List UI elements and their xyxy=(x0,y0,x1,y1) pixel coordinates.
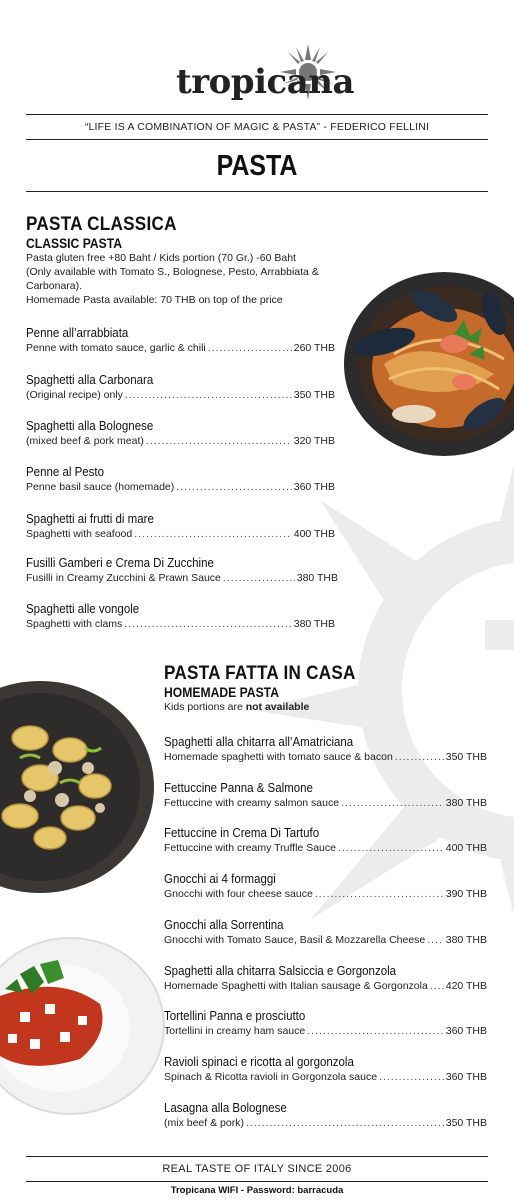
item-name: Spaghetti alla Carbonara xyxy=(26,373,154,387)
item-price: 360 THB xyxy=(293,481,335,493)
dot-leader xyxy=(395,751,444,763)
item-description: Spaghetti with clams xyxy=(26,618,123,630)
dot-leader xyxy=(315,888,444,900)
item-description: (mixed beef & pork meat) xyxy=(26,435,144,447)
item-description: Homemade spaghetti with tomato sauce & bacon xyxy=(164,751,393,763)
item-name: Fusilli Gamberi e Crema Di Zucchine xyxy=(26,556,214,570)
menu-item xyxy=(164,964,487,992)
item-name: Ravioli spinaci e ricotta al gorgonzola xyxy=(164,1055,354,1069)
dot-leader xyxy=(427,934,443,946)
item-price: 350 THB xyxy=(293,389,335,401)
dot-leader xyxy=(146,435,292,447)
dot-leader xyxy=(338,842,444,854)
divider xyxy=(26,114,488,115)
page-title: PASTA xyxy=(216,150,298,182)
item-price: 350 THB xyxy=(445,1117,487,1129)
section-note: (Only available with Tomato S., Bolognese, Pesto, Arrabbiata & xyxy=(26,266,319,278)
section-title: PASTA CLASSICA xyxy=(26,214,177,235)
divider xyxy=(26,1156,488,1157)
section-pasta-fatta-in-casa xyxy=(164,663,377,714)
section-note xyxy=(164,700,377,714)
item-price: 380 THB xyxy=(296,572,338,584)
item-name: Spaghetti alla Bolognese xyxy=(26,419,154,433)
item-description: Penne with tomato sauce, garlic & chili xyxy=(26,342,206,354)
item-price: 380 THB xyxy=(293,618,335,630)
menu-item xyxy=(26,465,335,493)
menu-item xyxy=(26,326,335,354)
item-price: 350 THB xyxy=(445,751,487,763)
item-name: Tortellini Panna e prosciutto xyxy=(164,1009,306,1023)
brand-logo xyxy=(176,44,354,106)
item-description: Spinach & Ricotta ravioli in Gorgonzola sauce xyxy=(164,1071,378,1083)
dot-leader xyxy=(307,1025,444,1037)
item-description: Penne basil sauce (homemade) xyxy=(26,481,175,493)
dot-leader xyxy=(341,797,444,809)
dot-leader xyxy=(124,618,291,630)
section-note: Homemade Pasta available: 70 THB on top of the price xyxy=(26,294,283,306)
item-description: (Original recipe) only xyxy=(26,389,123,401)
dot-leader xyxy=(223,572,295,584)
menu-item xyxy=(164,1009,487,1037)
menu-item xyxy=(26,556,338,584)
item-description: Homemade Spaghetti with Italian sausage & Gorgonzola xyxy=(164,980,428,992)
item-name: Gnocchi alla Sorrentina xyxy=(164,918,284,932)
item-description: Fettuccine with creamy Truffle Sauce xyxy=(164,842,336,854)
section-note: Pasta gluten free +80 Baht / Kids portion (70 Gr.) -60 Baht xyxy=(26,252,296,264)
footer-tagline: REAL TASTE OF ITALY SINCE 2006 xyxy=(162,1163,352,1175)
section-subtitle: HOMEMADE PASTA xyxy=(164,685,279,700)
item-description: Gnocchi with Tomato Sauce, Basil & Mozzarella Cheese xyxy=(164,934,426,946)
item-description: Tortellini in creamy ham sauce xyxy=(164,1025,306,1037)
divider xyxy=(26,191,488,192)
menu-item xyxy=(26,512,335,540)
gnocchi-sorrentina-image xyxy=(0,934,166,1116)
item-name: Gnocchi ai 4 formaggi xyxy=(164,872,276,886)
section-pasta-classica xyxy=(26,214,319,307)
divider xyxy=(26,139,488,140)
dot-leader xyxy=(176,481,291,493)
item-price: 420 THB xyxy=(445,980,487,992)
item-name: Spaghetti ai frutti di mare xyxy=(26,512,154,526)
item-description: Spaghetti with seafood xyxy=(26,528,133,540)
brand-name: tropicana xyxy=(176,62,354,102)
menu-item xyxy=(164,872,487,900)
menu-item xyxy=(164,781,487,809)
item-name: Penne al Pesto xyxy=(26,465,105,479)
item-price: 400 THB xyxy=(293,528,335,540)
item-price: 360 THB xyxy=(445,1071,487,1083)
menu-item xyxy=(26,419,335,447)
note-text: Kids portions are xyxy=(164,701,246,713)
item-description: (mix beef & pork) xyxy=(164,1117,244,1129)
item-description: Fusilli in Creamy Zucchini & Prawn Sauce xyxy=(26,572,221,584)
item-price: 360 THB xyxy=(445,1025,487,1037)
dot-leader xyxy=(208,342,292,354)
menu-item xyxy=(26,373,335,401)
item-name: Penne all’arrabbiata xyxy=(26,326,129,340)
wifi-info: Tropicana WIFI - Password: barracuda xyxy=(170,1185,344,1196)
dot-leader xyxy=(125,389,292,401)
menu-item xyxy=(164,826,487,854)
item-description: Gnocchi with four cheese sauce xyxy=(164,888,313,900)
note-emphasis: not available xyxy=(245,701,310,713)
item-price: 380 THB xyxy=(445,797,487,809)
seafood-pasta-image xyxy=(344,264,514,468)
item-price: 390 THB xyxy=(445,888,487,900)
dot-leader xyxy=(379,1071,444,1083)
menu-item xyxy=(26,602,335,630)
dot-leader xyxy=(246,1117,444,1129)
section-title: PASTA FATTA IN CASA xyxy=(164,663,356,684)
item-name: Spaghetti alla chitarra all’Amatriciana xyxy=(164,735,354,749)
quote: “LIFE IS A COMBINATION OF MAGIC & PASTA” - FEDERICO FELLINI xyxy=(84,121,430,133)
tortellini-image xyxy=(0,678,156,896)
item-price: 320 THB xyxy=(293,435,335,447)
item-name: Lasagna alla Bolognese xyxy=(164,1101,287,1115)
item-name: Fettuccine Panna & Salmone xyxy=(164,781,313,795)
item-name: Spaghetti alla chitarra Salsiccia e Gorgonzola xyxy=(164,964,397,978)
menu-item xyxy=(164,1055,487,1083)
menu-item xyxy=(164,918,487,946)
section-note: Carbonara). xyxy=(26,280,83,292)
menu-item xyxy=(164,1101,487,1129)
item-name: Spaghetti alle vongole xyxy=(26,602,140,616)
item-price: 260 THB xyxy=(293,342,335,354)
divider xyxy=(26,1181,488,1182)
item-name: Fettuccine in Crema Di Tartufo xyxy=(164,826,320,840)
section-subtitle: CLASSIC PASTA xyxy=(26,236,123,251)
item-description: Fettuccine with creamy salmon sauce xyxy=(164,797,340,809)
menu-item xyxy=(164,735,487,763)
dot-leader xyxy=(134,528,292,540)
item-price: 380 THB xyxy=(445,934,487,946)
item-price: 400 THB xyxy=(445,842,487,854)
dot-leader xyxy=(430,980,444,992)
